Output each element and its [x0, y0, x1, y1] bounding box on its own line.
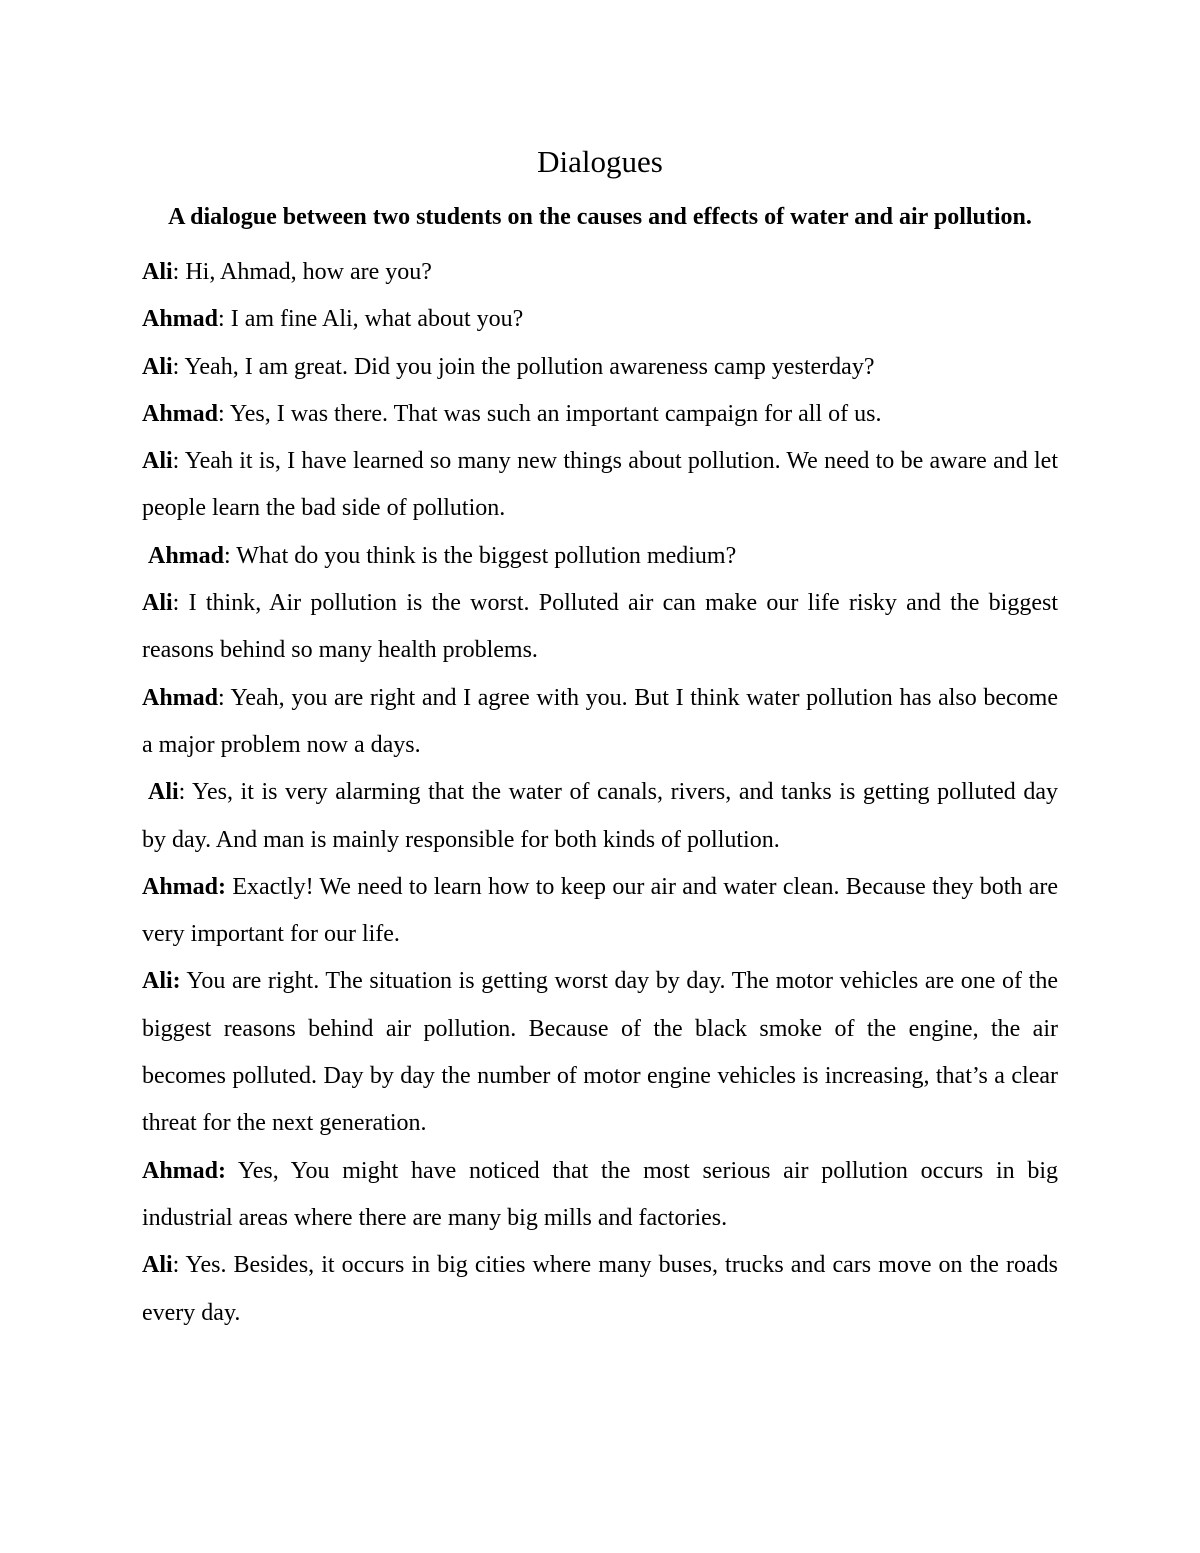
turn-text: Yes. Besides, it occurs in big cities where many buses, trucks and cars move on the roads every day.: [142, 1252, 1058, 1326]
speaker-name: Ahmad:: [142, 873, 227, 900]
dialogue-turn: [142, 769, 1058, 864]
dialogue-turn: [142, 580, 1058, 675]
speaker-separator: :: [172, 590, 180, 617]
turn-text: I think, Air pollution is the worst. Polluted air can make our life risky and the biggest reasons behind so many health problems.: [142, 590, 1058, 664]
speaker-name: Ahmad:: [142, 1157, 227, 1184]
speaker-separator: :: [172, 1252, 180, 1279]
turn-text: Hi, Ahmad, how are you?: [179, 259, 432, 285]
turn-text: Yes, I was there. That was such an important campaign for all of us.: [224, 400, 882, 427]
speaker-name: Ahmad: [148, 542, 225, 569]
speaker-separator: :: [218, 684, 225, 711]
speaker-name: Ahmad: [142, 400, 219, 427]
speaker-separator: :: [218, 306, 225, 333]
document-body: [142, 140, 1058, 1337]
dialogue-turn: [142, 1148, 1058, 1243]
speaker-name: Ahmad: [142, 306, 219, 333]
page-subtitle: A dialogue between two students on the causes and effects of water and air pollution.: [168, 204, 1032, 230]
speaker-name: Ali: [142, 353, 173, 380]
turn-text: Yeah, you are right and I agree with you. But I think water pollution has also become a major problem now a days.: [142, 684, 1058, 758]
dialogue-turn: [142, 391, 1058, 438]
dialogue-turn: [142, 249, 1058, 296]
turn-text: You are right. The situation is getting worst day by day. The motor vehicles are one of the biggest reasons behind air pollution. Because of the black smoke of the engine, the air becomes polluted. Day by day the number of motor engine vehicles is increasing, that’s a clear threat for the next generation.: [142, 968, 1058, 1137]
dialogue-turn: [142, 296, 1058, 343]
speaker-separator: :: [172, 259, 180, 285]
turn-text: Yeah it is, I have learned so many new things about pollution. We need to be aware and let people learn the bad side of pollution.: [142, 448, 1058, 522]
speaker-name: Ahmad: [142, 684, 219, 711]
turn-text: Yeah, I am great. Did you join the pollution awareness camp yesterday?: [179, 353, 875, 380]
turn-text: Yes, You might have noticed that the most serious air pollution occurs in big industrial areas where there are many big mills and factories.: [142, 1157, 1058, 1231]
dialogue-turn: [142, 864, 1058, 959]
dialogue-turn: [142, 1242, 1058, 1337]
speaker-name: Ali: [142, 448, 173, 475]
turn-text: Exactly! We need to learn how to keep our air and water clean. Because they both are very important for our life.: [142, 873, 1058, 948]
speaker-separator: :: [224, 542, 231, 569]
turn-text: What do you think is the biggest pollution medium?: [230, 542, 737, 569]
speaker-name: Ali: [148, 779, 179, 806]
speaker-separator: :: [178, 779, 186, 806]
speaker-name: Ali: [142, 1252, 173, 1279]
page-title: Dialogues: [537, 144, 663, 179]
dialogue-turn: [142, 533, 1058, 580]
dialogue-turn: [142, 675, 1058, 770]
dialogue-turn: [142, 438, 1058, 533]
speaker-separator: :: [172, 353, 180, 380]
turn-text: I am fine Ali, what about you?: [224, 306, 524, 333]
speaker-name: Ali: [142, 259, 173, 285]
dialogue-turn: [142, 344, 1058, 391]
speaker-separator: :: [172, 448, 180, 475]
turn-text: Yes, it is very alarming that the water of canals, rivers, and tanks is getting polluted day by day. And man is mainly responsible for both kinds of pollution.: [142, 779, 1058, 853]
speaker-name: Ali:: [142, 968, 181, 995]
speaker-separator: :: [218, 400, 225, 427]
speaker-name: Ali: [142, 590, 173, 617]
dialogue-turn: [142, 958, 1058, 1147]
